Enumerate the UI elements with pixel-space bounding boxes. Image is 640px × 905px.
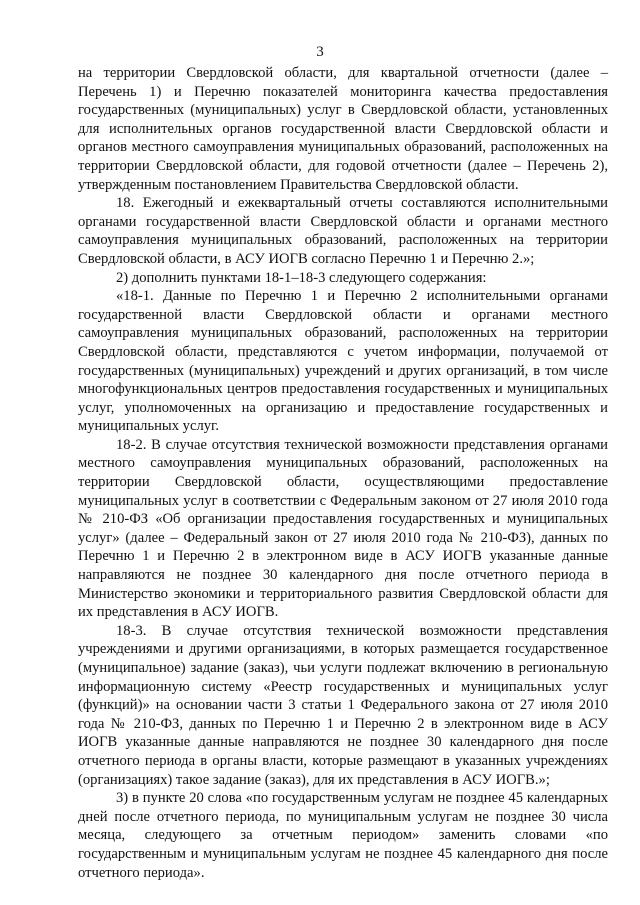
paragraph-item-18-1: «18-1. Данные по Перечню 1 и Перечню 2 исполнительными органами государственной власти Свердловской области и органами местного самоуправления муниципальных образований, расположенных на территории Свердловской области, представляются с учетом информации, получаемой от государственных (муниципальных) учреждений и других организаций, в том числе многофункциональных центров предоставления государственных и муниципальных услуг, уполномоченных на организацию и предоставление государственных и муниципальных услуг. — [78, 288, 608, 435]
paragraph-continuation: на территории Свердловской области, для квартальной отчетности (далее – Перечень 1) и Перечню показателей мониторинга качества предоставления государственных (муниципальных) услуг в Свердловской области, установленных для исполнительных органов государственной власти Свердловской области и органов местного самоуправления муниципальных образований, расположенных на территории Свердловской области, для годовой отчетности (далее – Перечень 2), утвержденным постановлением Правительства Свердловской области. — [78, 65, 608, 193]
paragraph-amendment-3: 3) в пункте 20 слова «по государственным услугам не позднее 45 календарных дней после отчетного периода, по муниципальным услугам не позднее 30 числа месяца, следующего за отчетным периодом» заменить словами «по государственным и муниципальным услугам не позднее 45 календарного дня после отчетного периода». — [78, 790, 608, 881]
paragraph-amendment-2: 2) дополнить пунктами 18-1–18-3 следующего содержания: — [116, 269, 487, 286]
paragraph-item-18-3: 18-3. В случае отсутствия технической возможности представления учреждениями и другими организациями, в которых размещается государственное (муниципальное) задание (заказ), чьи услуги подлежат включению в региональную информационную систему «Реестр государственных и муниципальных услуг (функций)» на основании части 3 статьи 1 Федерального закона от 27 июля 2010 года № 210-ФЗ, данных по Перечню 1 и Перечню 2 в электронном виде в АСУ ИОГВ указанные данные направляются не позднее 30 календарного дня после отчетного периода в органы власти, которые размещают в указанных учреждениях (организациях) такое задание (заказ), для их представления в АСУ ИОГВ.»; — [78, 622, 608, 788]
paragraph-item-18-2: 18-2. В случае отсутствия технической возможности представления органами местного самоуправления муниципальных образований, расположенных на территории Свердловской области, осуществляющими предоставление муниципальных услуг в соответствии с Федеральным законом от 27 июля 2010 года № 210-ФЗ «Об организации предоставления государственных и муниципальных услуг» (далее – Федеральный закон от 27 июля 2010 года № 210-ФЗ), данных по Перечню 1 и Перечню 2 в электронном виде в АСУ ИОГВ указанные данные направляются не позднее 30 календарного дня после отчетного периода в Министерство экономики и территориального развития Свердловской области для их представления в АСУ ИОГВ. — [78, 436, 608, 621]
document-body — [78, 64, 608, 882]
paragraph-item-18: 18. Ежегодный и ежеквартальный отчеты составляются исполнительными органами государственной власти Свердловской области и органами местного самоуправления муниципальных образований, расположенных на территории Свердловской области, в АСУ ИОГВ согласно Перечню 1 и Перечню 2.»; — [78, 195, 608, 267]
page-number: 3 — [316, 44, 324, 60]
